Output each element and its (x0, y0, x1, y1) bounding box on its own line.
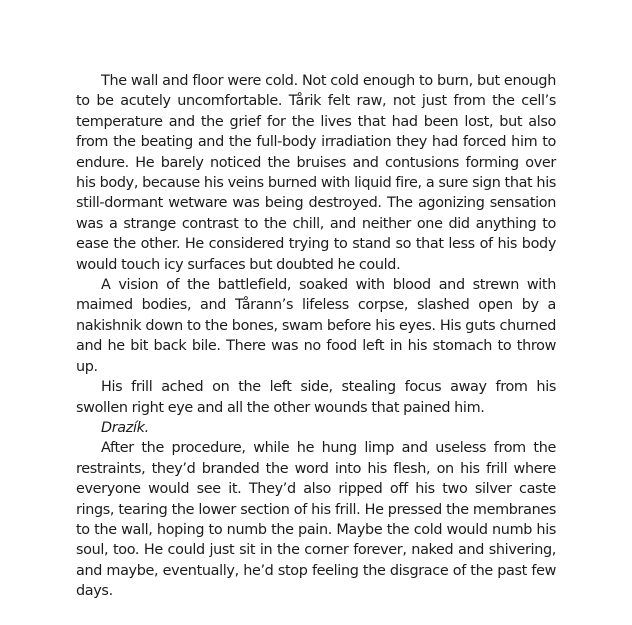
paragraph-2: A vision of the battlefield, soaked with blood and strewn with maimed bodies, and Tårann’s lifeless corpse, slashed open by a nakishnik down to the bones, swam before his eyes. His guts churned and he bit back bile. There was no food left in his stomach to throw up. (76, 277, 556, 375)
book-page (76, 71, 556, 602)
paragraph-4-emphasis: Drazík. (101, 419, 149, 436)
paragraph-5: After the procedure, while he hung limp and useless from the restraints, they’d branded the word into his flesh, on his frill where everyone would see it. They’d also ripped off his two silver caste rings, tearing the lower section of his frill. He pressed the membranes to the wall, hoping to numb the pain. Maybe the cold would numb his soul, too. He could just sit in the corner forever, naked and shivering, and maybe, eventually, he’d stop feeling the disgrace of the past few days. (76, 440, 556, 600)
paragraph-3: His frill ached on the left side, stealing focus away from his swollen right eye and all the other wounds that pained him. (76, 379, 556, 416)
paragraph-1: The wall and floor were cold. Not cold enough to burn, but enough to be acutely uncomfortable. Tårik felt raw, not just from the cell’s temperature and the grief for the lives that had been lost, but also from the beating and the full-body irradiation they had forced him to endure. He barely noticed the bruises and contusions forming over his body, because his veins burned with liquid fire, a sure sign that his still-dormant wetware was being destroyed. The agonizing sensation was a strange contrast to the chill, and neither one did anything to ease the other. He considered trying to stand so that less of his body would touch icy surfaces but doubted he could. (76, 73, 556, 273)
